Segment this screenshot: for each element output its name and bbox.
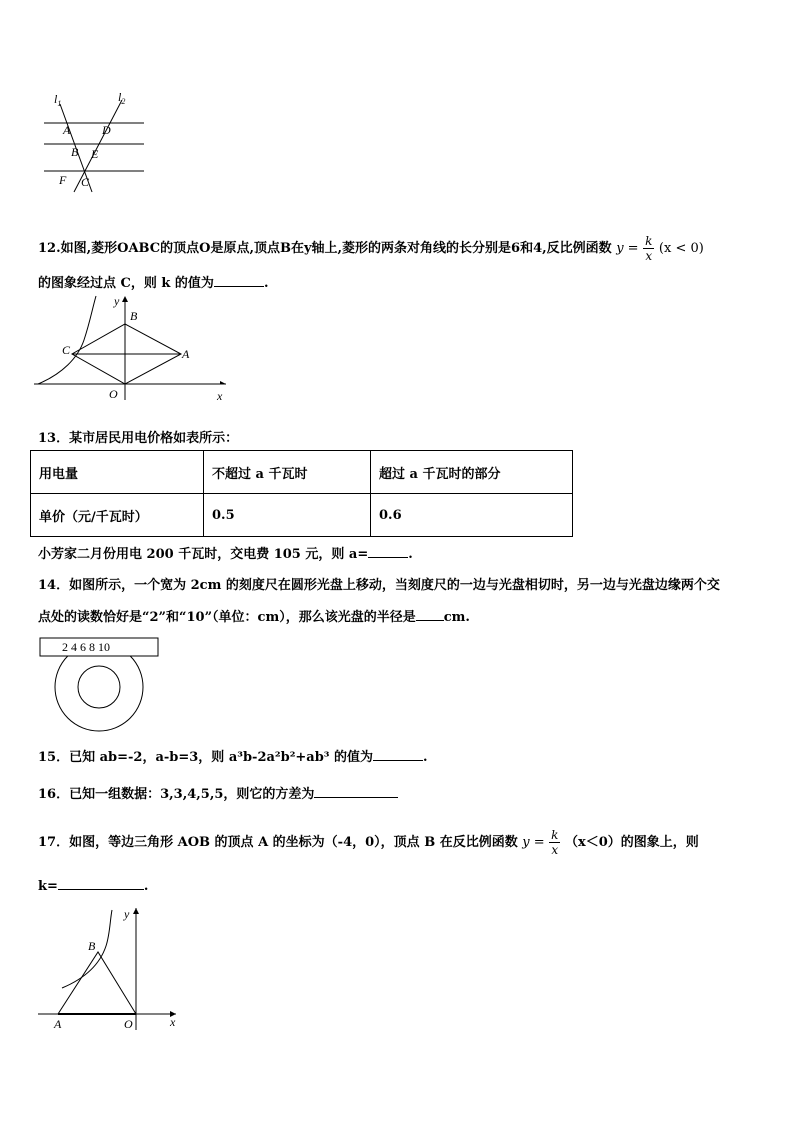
q14-line2: 点处的读数恰好是“2”和“10”（单位：cm），那么该光盘的半径是 cm. — [38, 610, 470, 625]
axis-label-x: x — [170, 1015, 176, 1029]
parallel-lines-figure — [30, 88, 160, 194]
label-B: B — [130, 309, 138, 323]
axis-label-y: y — [124, 907, 130, 921]
triangle-figure — [34, 902, 184, 1032]
rhombus-figure — [34, 292, 234, 402]
label-A: A — [63, 123, 71, 137]
label-l1: $l_1$ — [54, 92, 62, 108]
table-row — [31, 451, 573, 494]
label-A: A — [54, 1017, 62, 1031]
table-cell: 单价（元/千瓦时） — [31, 494, 204, 537]
answer-blank-17 — [58, 877, 144, 890]
q12-line1: 12.如图,菱形OABC的顶点O是原点,顶点B在y轴上,菱形的两条对角线的长分别是6和4,反比例函数 y = $\frac{k}{x}$ (x < 0) — [38, 234, 704, 263]
table-row — [31, 494, 573, 537]
axis-label-y: y — [114, 294, 120, 308]
ruler-disc-figure — [38, 634, 163, 732]
table-cell: 0.6 — [371, 494, 573, 537]
q15: 15．已知 ab=-2，a-b=3，则 a³b-2a²b²+ab³ 的值为 . — [38, 750, 428, 765]
label-C: C — [62, 343, 71, 357]
answer-blank-14 — [416, 608, 444, 621]
axis-label-x: x — [217, 389, 223, 402]
table-cell: 0.5 — [204, 494, 371, 537]
table-cell: 用电量 — [31, 451, 204, 494]
answer-blank-12 — [214, 274, 264, 287]
q13-question: 小芳家二月份用电 200 千瓦时，交电费 105 元，则 a= . — [38, 547, 413, 562]
table-cell: 不超过 a 千瓦时 — [204, 451, 371, 494]
q17-line1: 17．如图，等边三角形 AOB 的顶点 A 的坐标为（-4，0），顶点 B 在反比例函数 y = $\frac{k}{x}$ （x＜0）的图象上，则 — [38, 828, 699, 857]
q17-fraction: $\frac{k}{x}$ — [551, 828, 559, 857]
table-cell: 超过 a 千瓦时的部分 — [371, 451, 573, 494]
q16: 16．已知一组数据：3,3,4,5,5，则它的方差为 — [38, 783, 398, 802]
label-C: C — [81, 175, 90, 189]
q14-line1: 14．如图所示，一个宽为 2cm 的刻度尺在圆形光盘上移动，当刻度尺的一边与光盘相切时，另一边与光盘边缘两个交 — [38, 578, 720, 593]
label-l2: $l_2$ — [118, 90, 126, 106]
label-D: D — [102, 123, 111, 137]
label-F: F — [59, 173, 67, 187]
label-A: A — [182, 347, 190, 361]
q17-line2: k= . — [38, 879, 149, 894]
label-B: B — [71, 145, 79, 159]
ruler-scale: 2 4 6 8 10 — [62, 640, 110, 654]
q12-line2: 的图象经过点 C，则 k 的值为 . — [38, 276, 269, 291]
answer-blank-16 — [314, 785, 398, 798]
label-B: B — [88, 939, 96, 953]
label-O: O — [124, 1017, 133, 1031]
q12-fraction: $\frac{k}{x}$ — [645, 234, 653, 263]
q13-title: 13．某市居民用电价格如表所示： — [38, 431, 239, 446]
answer-blank-13 — [368, 545, 408, 558]
answer-blank-15 — [373, 748, 423, 761]
label-E: E — [91, 147, 99, 161]
label-O: O — [109, 387, 118, 401]
price-table — [30, 450, 573, 537]
